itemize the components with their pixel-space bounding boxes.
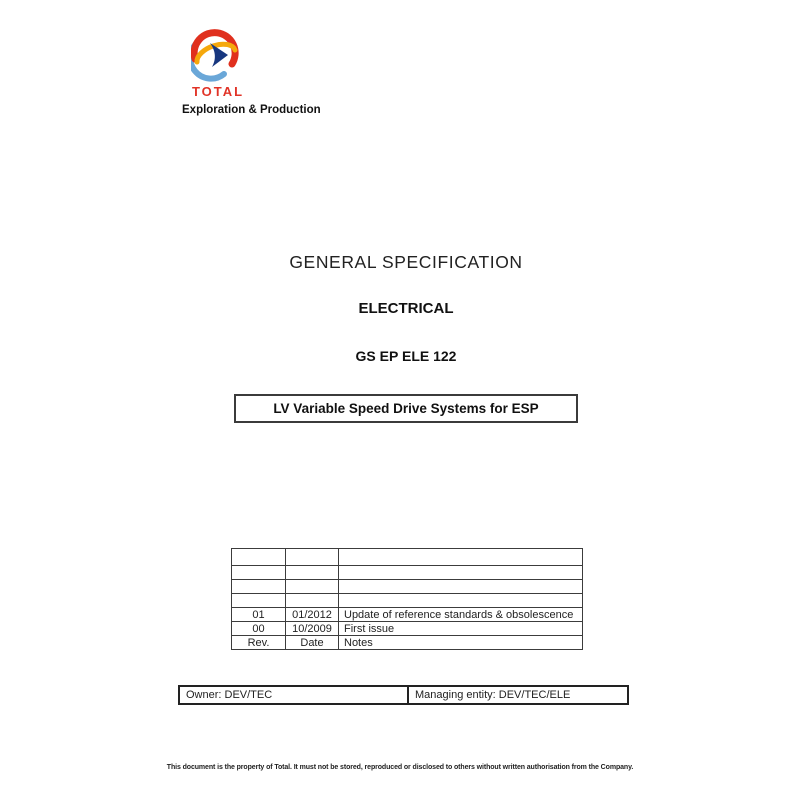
ownership-table	[178, 685, 629, 705]
footer-disclaimer: This document is the property of Total. It must not be stored, reproduced or disclosed to others without written authorisation from the Company.	[166, 764, 634, 771]
rev-header-cell: Rev.	[232, 636, 286, 650]
document-code: GS EP ELE 122	[355, 348, 457, 364]
rev-cell: 01	[232, 608, 286, 622]
revision-table	[231, 548, 583, 650]
table-row	[232, 608, 583, 622]
managing-entity-cell: Managing entity: DEV/TEC/ELE	[415, 689, 571, 701]
table-row	[232, 549, 583, 566]
total-wordmark: TOTAL	[191, 84, 245, 99]
rev-cell	[232, 566, 286, 580]
notes-cell	[339, 594, 583, 608]
division-label: Exploration & Production	[182, 104, 321, 116]
total-sphere-icon	[191, 28, 239, 82]
date-cell	[286, 580, 339, 594]
notes-header-cell: Notes	[339, 636, 583, 650]
rev-cell	[232, 549, 286, 566]
subject-title-box: LV Variable Speed Drive Systems for ESP	[234, 394, 578, 423]
table-row	[232, 622, 583, 636]
date-cell	[286, 594, 339, 608]
notes-cell	[339, 580, 583, 594]
date-cell: 10/2009	[286, 622, 339, 636]
date-header-cell: Date	[286, 636, 339, 650]
table-row	[232, 580, 583, 594]
page-title: GENERAL SPECIFICATION	[289, 252, 523, 272]
total-logo-icon	[191, 28, 239, 82]
table-row	[232, 566, 583, 580]
discipline-title: ELECTRICAL	[358, 300, 454, 317]
rev-cell: 00	[232, 622, 286, 636]
date-cell	[286, 549, 339, 566]
notes-cell: First issue	[339, 622, 583, 636]
date-cell	[286, 566, 339, 580]
date-cell: 01/2012	[286, 608, 339, 622]
rev-cell	[232, 594, 286, 608]
notes-cell	[339, 549, 583, 566]
table-row	[232, 594, 583, 608]
notes-cell: Update of reference standards & obsolescence	[339, 608, 583, 622]
notes-cell	[339, 566, 583, 580]
rev-cell	[232, 580, 286, 594]
owner-cell: Owner: DEV/TEC	[180, 687, 409, 703]
table-header-row	[232, 636, 583, 650]
